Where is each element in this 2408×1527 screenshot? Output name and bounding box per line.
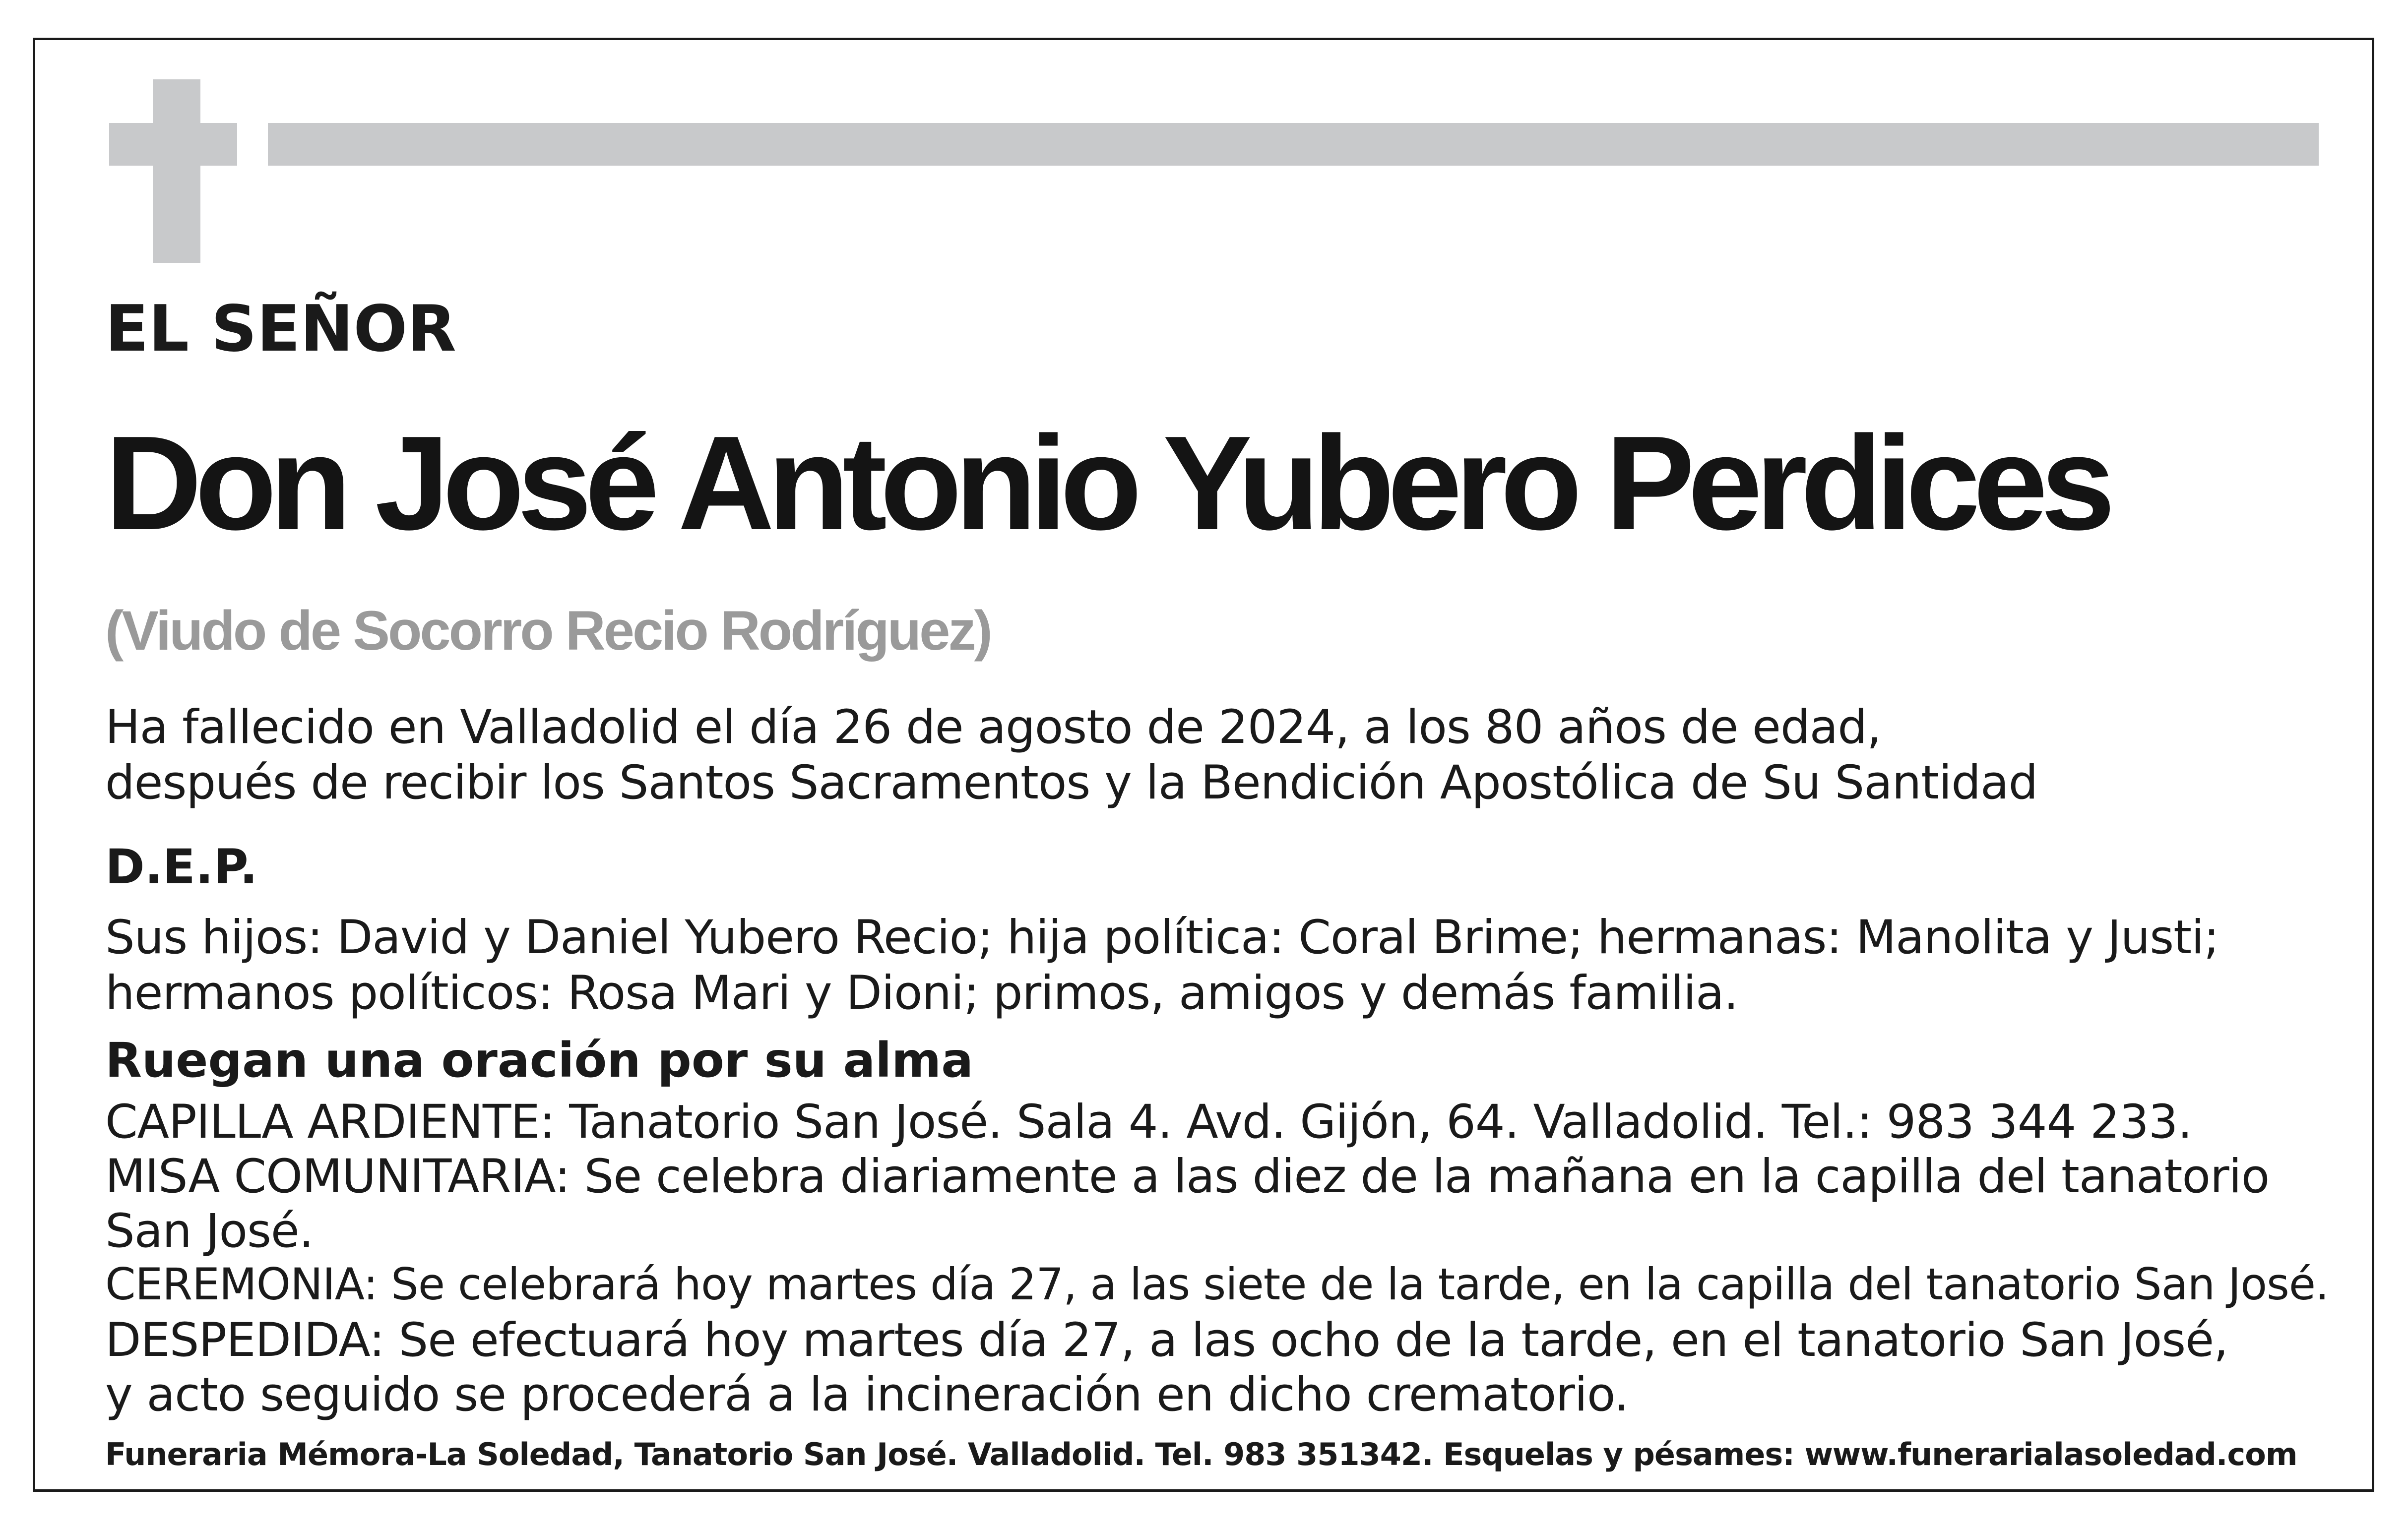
service-line: y acto seguido se procederá a la incineración en dicho crematorio.	[105, 1368, 1629, 1422]
funeral-home-footer: Funeraria Mémora-La Soledad, Tanatorio San José. Valladolid. Tel. 983 351342. Esquelas y pésames: www.funerarialasoledad.com	[105, 1436, 2297, 1472]
service-line: CAPILLA ARDIENTE: Tanatorio San José. Sala 4. Avd. Gijón, 64. Valladolid. Tel.: 983 344 233.	[105, 1095, 2192, 1149]
family-line: hermanos políticos: Rosa Mari y Dioni; primos, amigos y demás familia.	[105, 966, 1738, 1020]
deceased-name: Don José Antonio Yubero Perdices	[105, 409, 2108, 558]
header-rule	[268, 123, 2319, 166]
death-line: Ha fallecido en Valladolid el día 26 de agosto de 2024, a los 80 años de edad,	[105, 700, 1881, 754]
service-line: DESPEDIDA: Se efectuará hoy martes día 27, a las ocho de la tarde, en el tanatorio San José,	[105, 1313, 2228, 1367]
prayer-request: Ruegan una oración por su alma	[105, 1033, 973, 1088]
honorific-title: EL SEÑOR	[105, 292, 456, 366]
death-line: después de recibir los Santos Sacramentos y la Bendición Apostólica de Su Santidad	[105, 756, 2038, 810]
family-line: Sus hijos: David y Daniel Yubero Recio; hija política: Coral Brime; hermanas: Manolita y Justi;	[105, 911, 2219, 965]
service-line: CEREMONIA: Se celebrará hoy martes día 27, a las siete de la tarde, en la capilla del tanatorio San José.	[105, 1259, 2329, 1310]
cross-vertical-bar	[153, 79, 200, 263]
dep-label: D.E.P.	[105, 839, 258, 895]
service-line: San José.	[105, 1204, 314, 1258]
service-line: MISA COMUNITARIA: Se celebra diariamente a las diez de la mañana en la capilla del tanatorio	[105, 1150, 2270, 1204]
widow-of-subtitle: (Viudo de Socorro Recio Rodríguez)	[105, 600, 991, 662]
cross-horizontal-bar	[109, 123, 237, 166]
